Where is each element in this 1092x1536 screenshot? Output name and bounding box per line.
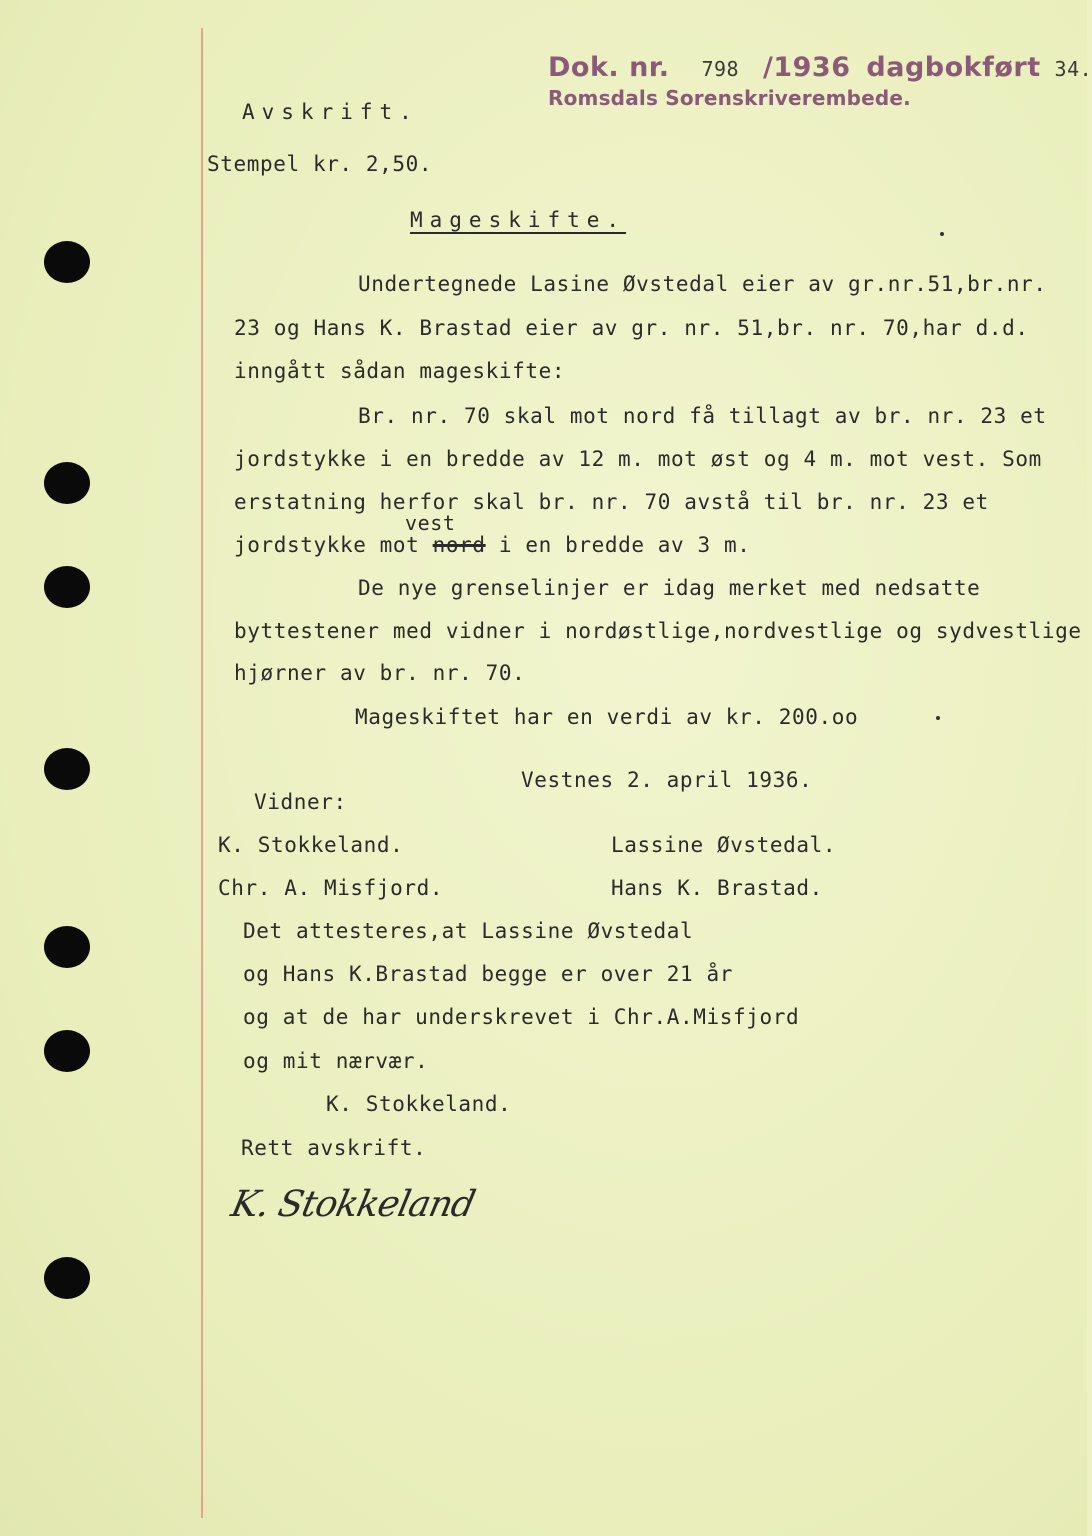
registry-stamp — [548, 52, 1092, 83]
punch-hole — [44, 1030, 90, 1072]
witness-name: Chr. A. Misfjord. — [218, 876, 444, 900]
struck-word: nord — [432, 533, 486, 557]
ink-dot — [936, 716, 940, 720]
party-name: Hans K. Brastad. — [611, 876, 823, 900]
margin-line — [201, 28, 203, 1518]
inserted-word: vest — [405, 511, 456, 535]
punch-hole — [44, 566, 90, 608]
stamp-fee: Stempel kr. 2,50. — [207, 152, 433, 176]
attest-line: og Hans K.Brastad begge er over 21 år — [243, 962, 733, 986]
punch-hole — [44, 748, 90, 790]
punch-hole — [44, 462, 90, 504]
punch-hole — [44, 1257, 90, 1299]
stamp-year: /1936 — [762, 52, 851, 83]
body-line: hjørner av br. nr. 70. — [234, 661, 526, 685]
avskrift-heading: Avskrift. — [242, 100, 419, 124]
attest-line: og at de har underskrevet i Chr.A.Misfjord — [243, 1005, 800, 1029]
handwritten-signature: K. Stokkeland — [227, 1184, 479, 1225]
punch-hole — [44, 926, 90, 968]
document-title: Mageskifte. — [410, 208, 627, 232]
body-line: Br. nr. 70 skal mot nord få tillagt av br. nr. 23 et — [358, 404, 1047, 428]
attest-signer: K. Stokkeland. — [326, 1092, 512, 1116]
body-line-part: jordstykke mot — [234, 533, 420, 557]
place-date: Vestnes 2. april 1936. — [521, 768, 813, 792]
ink-dot — [940, 232, 944, 236]
attest-line: og mit nærvær. — [243, 1049, 429, 1073]
body-line — [234, 533, 751, 557]
stamp-page-number: 34. — [1054, 57, 1092, 81]
office-stamp: Romsdals Sorenskriverembede. — [548, 86, 911, 110]
attest-line: Det attesteres,at Lassine Øvstedal — [243, 919, 694, 943]
dok-number: 798 — [701, 57, 740, 81]
witness-name: K. Stokkeland. — [218, 833, 404, 857]
witnesses-label: Vidner: — [254, 790, 347, 814]
body-line: erstatning herfor skal br. nr. 70 avstå til br. nr. 23 et — [234, 490, 989, 514]
body-line-part: i en bredde av 3 m. — [498, 533, 751, 557]
party-name: Lassine Øvstedal. — [611, 833, 837, 857]
body-line: byttestener med vidner i nordøstlige,nordvestlige og sydvestlige — [234, 619, 1082, 643]
body-line: 23 og Hans K. Brastad eier av gr. nr. 51,br. nr. 70,har d.d. — [234, 316, 1029, 340]
dok-label: Dok. nr. — [548, 52, 670, 83]
body-line: De nye grenselinjer er idag merket med nedsatte — [358, 576, 981, 600]
body-line: Mageskiftet har en verdi av kr. 200.oo — [355, 705, 859, 729]
body-line: inngått sådan mageskifte: — [234, 359, 566, 383]
dagbokfort-label: dagbokført — [866, 52, 1041, 83]
punch-hole — [44, 241, 90, 283]
body-line: jordstykke i en bredde av 12 m. mot øst og 4 m. mot vest. Som — [234, 447, 1042, 471]
certified-copy-note: Rett avskrift. — [241, 1136, 427, 1160]
body-line: Undertegnede Lasine Øvstedal eier av gr.nr.51,br.nr. — [358, 272, 1047, 296]
